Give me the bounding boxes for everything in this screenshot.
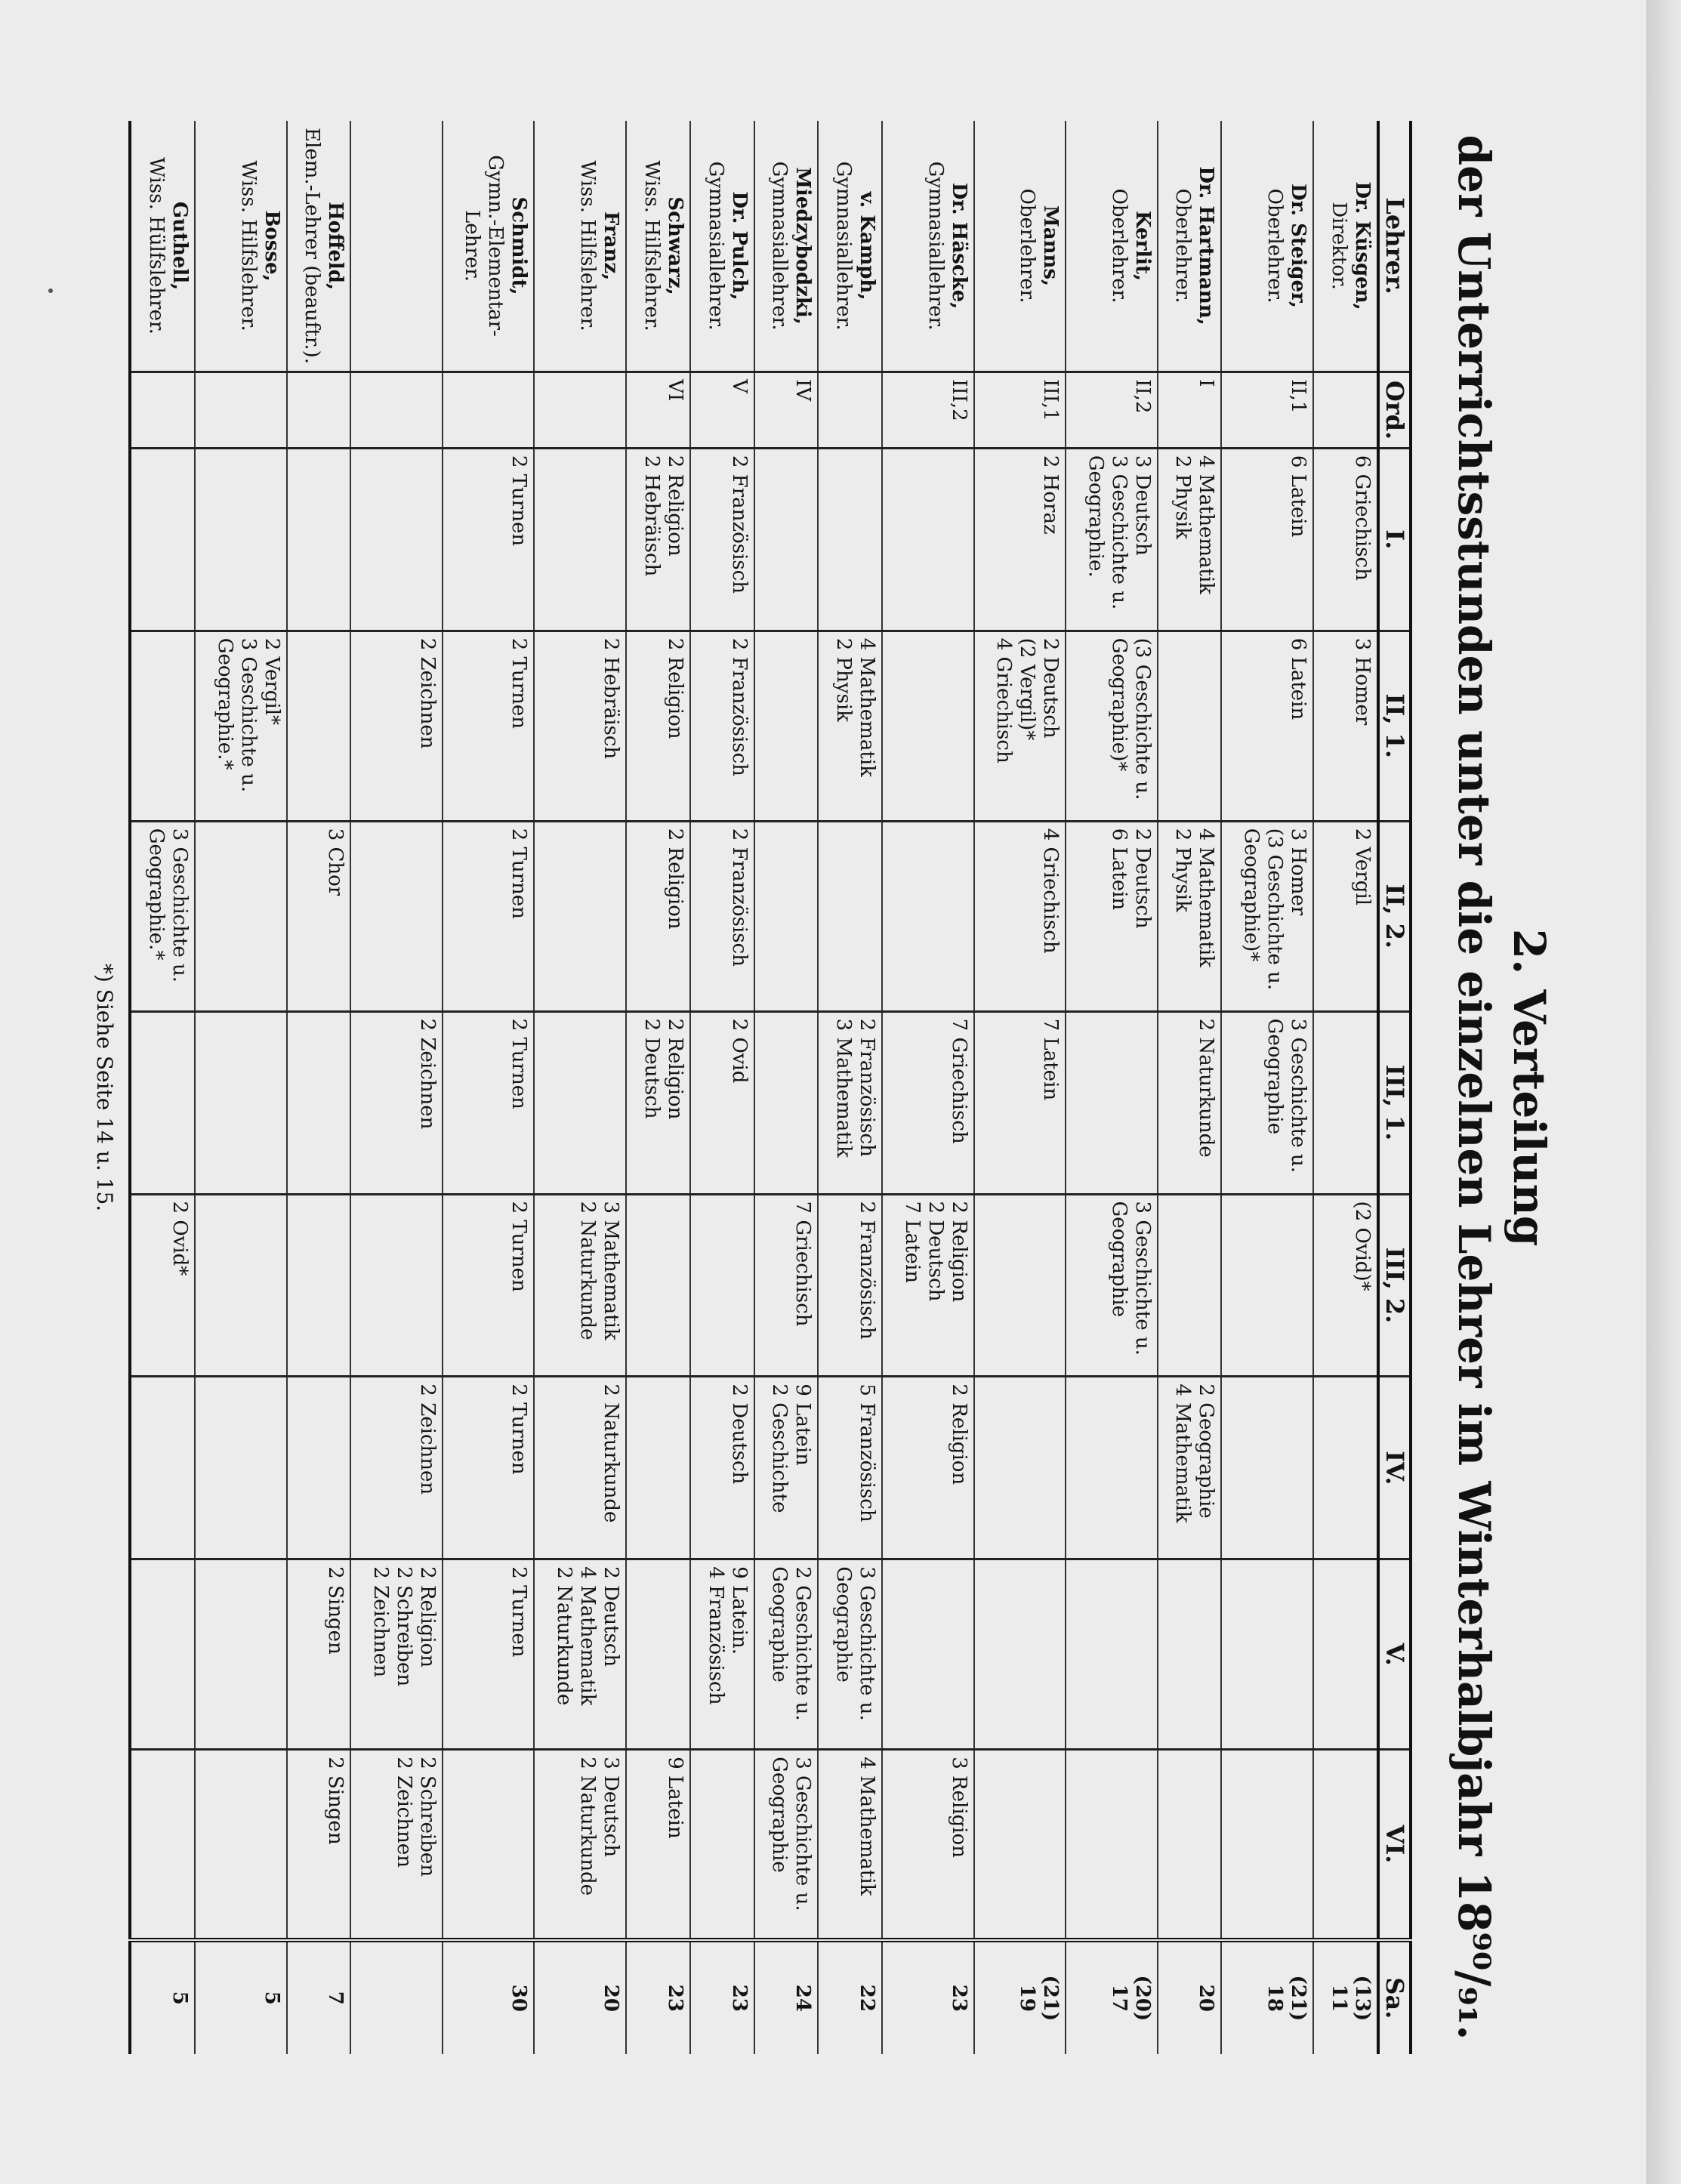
lesson-cell: 2 Vergil* 3 Geschichte u. Geographie.* [195, 631, 286, 821]
hours-total-cell: 20 [534, 1940, 625, 2054]
lesson-cell: 3 Deutsch 2 Naturkunde [534, 1750, 625, 1940]
teacher-role: Gymnasiallehrer. [768, 161, 791, 331]
hours-total-cell: 23 [626, 1940, 690, 2054]
teacher-cell [443, 121, 534, 372]
teacher-role: Oberlehrer. [1016, 188, 1039, 304]
ordinarius-cell: II,1 [1222, 372, 1313, 449]
lesson-cell [1158, 1559, 1222, 1750]
ordinarius-cell: III,2 [882, 372, 973, 449]
teacher-row [818, 121, 882, 2054]
lesson-cell: 7 Griechisch [882, 1011, 973, 1194]
teacher-row [534, 121, 625, 2054]
teacher-name: Dr. Pulch, [727, 191, 751, 301]
teacher-cell [287, 121, 351, 372]
lesson-cell: (3 Geschichte u. Geographie)* [1066, 631, 1157, 821]
rotated-schedule [92, 121, 1556, 2054]
lesson-cell [130, 631, 195, 821]
lesson-cell: 3 Homer [1313, 631, 1378, 821]
lesson-cell [1066, 1559, 1157, 1750]
teacher-role: Wiss. Hilfslehrer. [236, 160, 260, 332]
lesson-cell: 3 Religion [882, 1750, 973, 1940]
teacher-role: Wiss. Hilfslehrer. [640, 160, 663, 332]
teacher-name: Miedzybodzki, [791, 167, 815, 325]
lesson-cell: 2 Ovid [690, 1011, 754, 1194]
lesson-cell [130, 1377, 195, 1559]
lesson-cell: 2 Französisch [690, 631, 754, 821]
column-header: Sa. [1378, 1940, 1411, 2054]
lesson-cell [130, 1011, 195, 1194]
hours-total-cell: 5 [195, 1940, 286, 2054]
lesson-cell: 6 Latein [1222, 448, 1313, 631]
lesson-cell [626, 1194, 690, 1377]
lesson-cell: 2 Religion [626, 821, 690, 1011]
lesson-cell: (2 Ovid)* [1313, 1194, 1378, 1377]
lesson-cell: 2 Turnen [443, 1377, 534, 1559]
column-header: IV. [1378, 1377, 1411, 1559]
teacher-cell [1158, 121, 1222, 372]
column-header: II, 1. [1378, 631, 1411, 821]
lesson-cell [130, 448, 195, 631]
lesson-cell: 2 Turnen [443, 448, 534, 631]
lesson-cell [1158, 631, 1222, 821]
hours-total-cell: 23 [690, 1940, 754, 2054]
lesson-cell: 6 Griechisch [1313, 448, 1378, 631]
lesson-cell [287, 1377, 351, 1559]
lesson-cell [351, 821, 443, 1011]
lesson-cell: 3 Geschichte u. Geographie [1066, 1194, 1157, 1377]
teacher-row [195, 121, 286, 2054]
teacher-cell [1313, 121, 1378, 372]
lesson-cell: 2 Hebräisch [534, 631, 625, 821]
lesson-cell: 2 Deutsch [690, 1377, 754, 1559]
lesson-cell: 2 Vergil [1313, 821, 1378, 1011]
lesson-cell: 4 Mathematik 2 Physik [1158, 448, 1222, 631]
ordinarius-cell: III,1 [974, 372, 1066, 449]
lesson-cell [974, 1559, 1066, 1750]
lesson-cell [754, 631, 819, 821]
lesson-cell [974, 1194, 1066, 1377]
teacher-cell [1222, 121, 1313, 372]
teacher-role: Elem.-Lehrer (beauftr.). [301, 128, 324, 365]
teacher-role: Gymn.-Elementar-Lehrer. [461, 155, 507, 337]
teacher-role: Wiss. Hilfslehrer. [575, 160, 599, 332]
lesson-cell [195, 821, 286, 1011]
lesson-cell [1313, 1750, 1378, 1940]
lesson-cell: 2 Religion 2 Deutsch [626, 1011, 690, 1194]
hours-total-cell: 20 [1158, 1940, 1222, 2054]
lesson-cell: 3 Geschichte u. Geographie [754, 1750, 819, 1940]
lesson-cell: 2 Zeichnen [351, 1377, 443, 1559]
lesson-cell [882, 631, 973, 821]
lesson-cell: 3 Geschichte u. Geographie [818, 1559, 882, 1750]
hours-total-cell [351, 1940, 443, 2054]
teacher-row [1313, 121, 1378, 2054]
ink-speck [48, 288, 53, 293]
teacher-cell [534, 121, 625, 372]
lesson-cell [195, 448, 286, 631]
hours-total-cell: (21) 18 [1222, 1940, 1313, 2054]
hours-total-cell: (13) 11 [1313, 1940, 1378, 2054]
teacher-name: Franz, [599, 211, 622, 281]
teacher-name: Dr. Küsgen, [1351, 181, 1374, 310]
teacher-name: Hoffeld, [324, 202, 347, 290]
lesson-cell: 2 Naturkunde [534, 1377, 625, 1559]
lesson-cell: 3 Geschichte u. Geographie [1222, 1011, 1313, 1194]
lesson-cell [195, 1194, 286, 1377]
teacher-role: Oberlehrer. [1263, 188, 1286, 304]
lesson-cell [130, 1559, 195, 1750]
teacher-cell [690, 121, 754, 372]
lesson-cell [974, 1377, 1066, 1559]
lesson-cell: 2 Französisch [818, 1194, 882, 1377]
teacher-name: Kerlit, [1130, 211, 1154, 282]
teacher-cell [130, 121, 195, 372]
lesson-cell [287, 631, 351, 821]
lesson-cell [1066, 1377, 1157, 1559]
lesson-cell: 2 Religion [882, 1377, 973, 1559]
teacher-name: Dr. Häscke, [947, 182, 970, 310]
column-header: II, 2. [1378, 821, 1411, 1011]
hours-total-cell: 24 [754, 1940, 819, 2054]
lesson-cell: 2 Religion 2 Schreiben 2 Zeichnen [351, 1559, 443, 1750]
lesson-cell [754, 448, 819, 631]
lesson-cell [1158, 1750, 1222, 1940]
ordinarius-cell [287, 372, 351, 449]
header-row [1378, 121, 1411, 2054]
hours-total-cell: (20) 17 [1066, 1940, 1157, 2054]
lesson-cell [1222, 1559, 1313, 1750]
lesson-cell: 4 Griechisch [974, 821, 1066, 1011]
lesson-cell: 2 Horaz [974, 448, 1066, 631]
teacher-row [1066, 121, 1157, 2054]
lesson-cell [1313, 1559, 1378, 1750]
lesson-cell [351, 1194, 443, 1377]
teacher-row [1222, 121, 1313, 2054]
teacher-cell [1066, 121, 1157, 372]
ordinarius-cell [130, 372, 195, 449]
lesson-cell: 4 Mathematik 2 Physik [1158, 821, 1222, 1011]
lesson-cell [882, 821, 973, 1011]
hours-total-cell: 30 [443, 1940, 534, 2054]
lesson-cell: 2 Turnen [443, 821, 534, 1011]
teacher-cell [351, 121, 443, 372]
lesson-cell [1066, 1011, 1157, 1194]
lesson-cell: 7 Latein [974, 1011, 1066, 1194]
lesson-cell [818, 448, 882, 631]
teacher-name: Schwarz, [663, 196, 686, 295]
lesson-cell [754, 821, 819, 1011]
teacher-role: Oberlehrer. [1107, 188, 1130, 304]
column-header: Ord. [1378, 372, 1411, 449]
teacher-role: Oberlehrer. [1171, 188, 1195, 304]
lesson-cell [818, 821, 882, 1011]
lesson-cell: 2 Geschichte u. Geographie [754, 1559, 819, 1750]
column-header: III, 2. [1378, 1194, 1411, 1377]
teacher-role: Gymnasiallehrer. [924, 161, 947, 331]
lesson-cell: 2 Ovid* [130, 1194, 195, 1377]
column-header: I. [1378, 448, 1411, 631]
teacher-row [1158, 121, 1222, 2054]
lesson-cell: 2 Singen [287, 1750, 351, 1940]
lesson-cell: 2 Turnen [443, 1011, 534, 1194]
lesson-cell [1066, 1750, 1157, 1940]
lesson-cell: 2 Singen [287, 1559, 351, 1750]
title-block [1420, 121, 1556, 2054]
teacher-cell [195, 121, 286, 372]
teacher-cell [974, 121, 1066, 372]
lesson-cell: 2 Deutsch 6 Latein [1066, 821, 1157, 1011]
teacher-cell [754, 121, 819, 372]
ordinarius-cell [818, 372, 882, 449]
teacher-cell [882, 121, 973, 372]
lesson-cell: 3 Mathematik 2 Naturkunde [534, 1194, 625, 1377]
lesson-cell [534, 821, 625, 1011]
lesson-cell: 3 Chor [287, 821, 351, 1011]
lesson-cell [1313, 1011, 1378, 1194]
lesson-cell [195, 1750, 286, 1940]
ordinarius-cell [1313, 372, 1378, 449]
ordinarius-cell: VI [626, 372, 690, 449]
teacher-name: Manns, [1039, 205, 1063, 287]
lesson-cell: 5 Französisch [818, 1377, 882, 1559]
column-header: V. [1378, 1559, 1411, 1750]
column-header: VI. [1378, 1750, 1411, 1940]
lesson-cell [754, 1011, 819, 1194]
teacher-name: Dr. Steiger, [1286, 184, 1309, 308]
ordinarius-cell: II,2 [1066, 372, 1157, 449]
lesson-cell: 3 Geschichte u. Geographie.* [130, 821, 195, 1011]
lesson-cell [287, 448, 351, 631]
teacher-row [626, 121, 690, 2054]
schedule-table [128, 121, 1412, 2054]
ordinarius-cell [534, 372, 625, 449]
lesson-cell [534, 1011, 625, 1194]
lesson-cell [195, 1011, 286, 1194]
lesson-cell [1158, 1194, 1222, 1377]
teacher-role: Gymnasiallehrer. [832, 161, 856, 331]
lesson-cell: 9 Latein. 4 Französisch [690, 1559, 754, 1750]
ordinarius-cell: I [1158, 372, 1222, 449]
lesson-cell: 4 Mathematik [818, 1750, 882, 1940]
lesson-cell: 2 Deutsch (2 Vergil)* 4 Griechisch [974, 631, 1066, 821]
lesson-cell [130, 1750, 195, 1940]
lesson-cell [974, 1750, 1066, 1940]
lesson-cell: 2 Schreiben 2 Zeichnen [351, 1750, 443, 1940]
lesson-cell: 3 Deutsch 3 Geschichte u. Geographie. [1066, 448, 1157, 631]
teacher-row [130, 121, 195, 2054]
hours-total-cell: 7 [287, 1940, 351, 2054]
lesson-cell [690, 1194, 754, 1377]
teacher-row [974, 121, 1066, 2054]
lesson-cell: 2 Turnen [443, 1194, 534, 1377]
lesson-cell: 2 Turnen [443, 1559, 534, 1750]
lesson-cell [534, 448, 625, 631]
teacher-role: Wiss. Hülfslehrer. [145, 157, 168, 335]
lesson-cell [287, 1194, 351, 1377]
lesson-cell [626, 1377, 690, 1559]
lesson-cell: 2 Zeichnen [351, 1011, 443, 1194]
teacher-row [443, 121, 534, 2054]
teacher-row [882, 121, 973, 2054]
lesson-cell [195, 1377, 286, 1559]
teacher-name: v. Kamph, [856, 191, 879, 301]
teacher-name: Bosse, [260, 210, 283, 282]
lesson-cell [1222, 1750, 1313, 1940]
lesson-cell: 2 Französisch [690, 821, 754, 1011]
lesson-cell: 2 Geographie 4 Mathematik [1158, 1377, 1222, 1559]
hours-total-cell: 22 [818, 1940, 882, 2054]
lesson-cell: 2 Religion 2 Hebräisch [626, 448, 690, 631]
lesson-cell: 2 Turnen [443, 631, 534, 821]
lesson-cell [882, 1559, 973, 1750]
lesson-cell [690, 1750, 754, 1940]
lesson-cell [287, 1011, 351, 1194]
hours-total-cell: (21) 19 [974, 1940, 1066, 2054]
teacher-row [351, 121, 443, 2054]
column-header: Lehrer. [1380, 197, 1409, 295]
teacher-name: Guthell, [168, 201, 192, 291]
lesson-cell: 9 Latein [626, 1750, 690, 1940]
lesson-cell: 7 Griechisch [754, 1194, 819, 1377]
ordinarius-cell [443, 372, 534, 449]
lesson-cell: 2 Französisch 3 Mathematik [818, 1011, 882, 1194]
hours-total-cell: 5 [130, 1940, 195, 2054]
teacher-name: Schmidt, [507, 196, 531, 295]
lesson-cell: 2 Religion 2 Deutsch 7 Latein [882, 1194, 973, 1377]
section-subtitle: der Unterrichtsstunden unter die einzelnen Lehrer im Winterhalbjahr 18⁹⁰/₉₁. [1448, 134, 1500, 2041]
footnote: *) Siehe Seite 14 u. 15. [92, 963, 117, 1212]
ordinarius-cell [351, 372, 443, 449]
teacher-role: Direktor. [1328, 202, 1350, 290]
teacher-name: Dr. Hartmann, [1195, 166, 1218, 325]
lesson-cell [882, 448, 973, 631]
lesson-cell: 2 Naturkunde [1158, 1011, 1222, 1194]
teacher-row [690, 121, 754, 2054]
lesson-cell: 2 Deutsch 4 Mathematik 2 Naturkunde [534, 1559, 625, 1750]
ordinarius-cell: IV [754, 372, 819, 449]
teacher-row [754, 121, 819, 2054]
teacher-cell [626, 121, 690, 372]
lesson-cell [195, 1559, 286, 1750]
teacher-row [287, 121, 351, 2054]
lesson-cell [443, 1750, 534, 1940]
lesson-cell: 6 Latein [1222, 631, 1313, 821]
lesson-cell [626, 1559, 690, 1750]
lesson-cell: 9 Latein 2 Geschichte [754, 1377, 819, 1559]
section-title: 2. Verteilung [1504, 928, 1555, 1247]
lesson-cell: 2 Religion [626, 631, 690, 821]
table-body [130, 121, 1378, 2054]
lesson-cell [1222, 1194, 1313, 1377]
lesson-cell [1222, 1377, 1313, 1559]
page-edge [1646, 0, 1681, 2184]
ordinarius-cell: V [690, 372, 754, 449]
teacher-role: Gymnasiallehrer. [704, 161, 727, 331]
teacher-cell [818, 121, 882, 372]
lesson-cell: 3 Homer (3 Geschichte u. Geographie)* [1222, 821, 1313, 1011]
lesson-cell [1313, 1377, 1378, 1559]
lesson-cell: 4 Mathematik 2 Physik [818, 631, 882, 821]
ordinarius-cell [195, 372, 286, 449]
lesson-cell [351, 448, 443, 631]
hours-total-cell: 23 [882, 1940, 973, 2054]
lesson-cell: 2 Zeichnen [351, 631, 443, 821]
column-header: III, 1. [1378, 1011, 1411, 1194]
lesson-cell: 2 Französisch [690, 448, 754, 631]
